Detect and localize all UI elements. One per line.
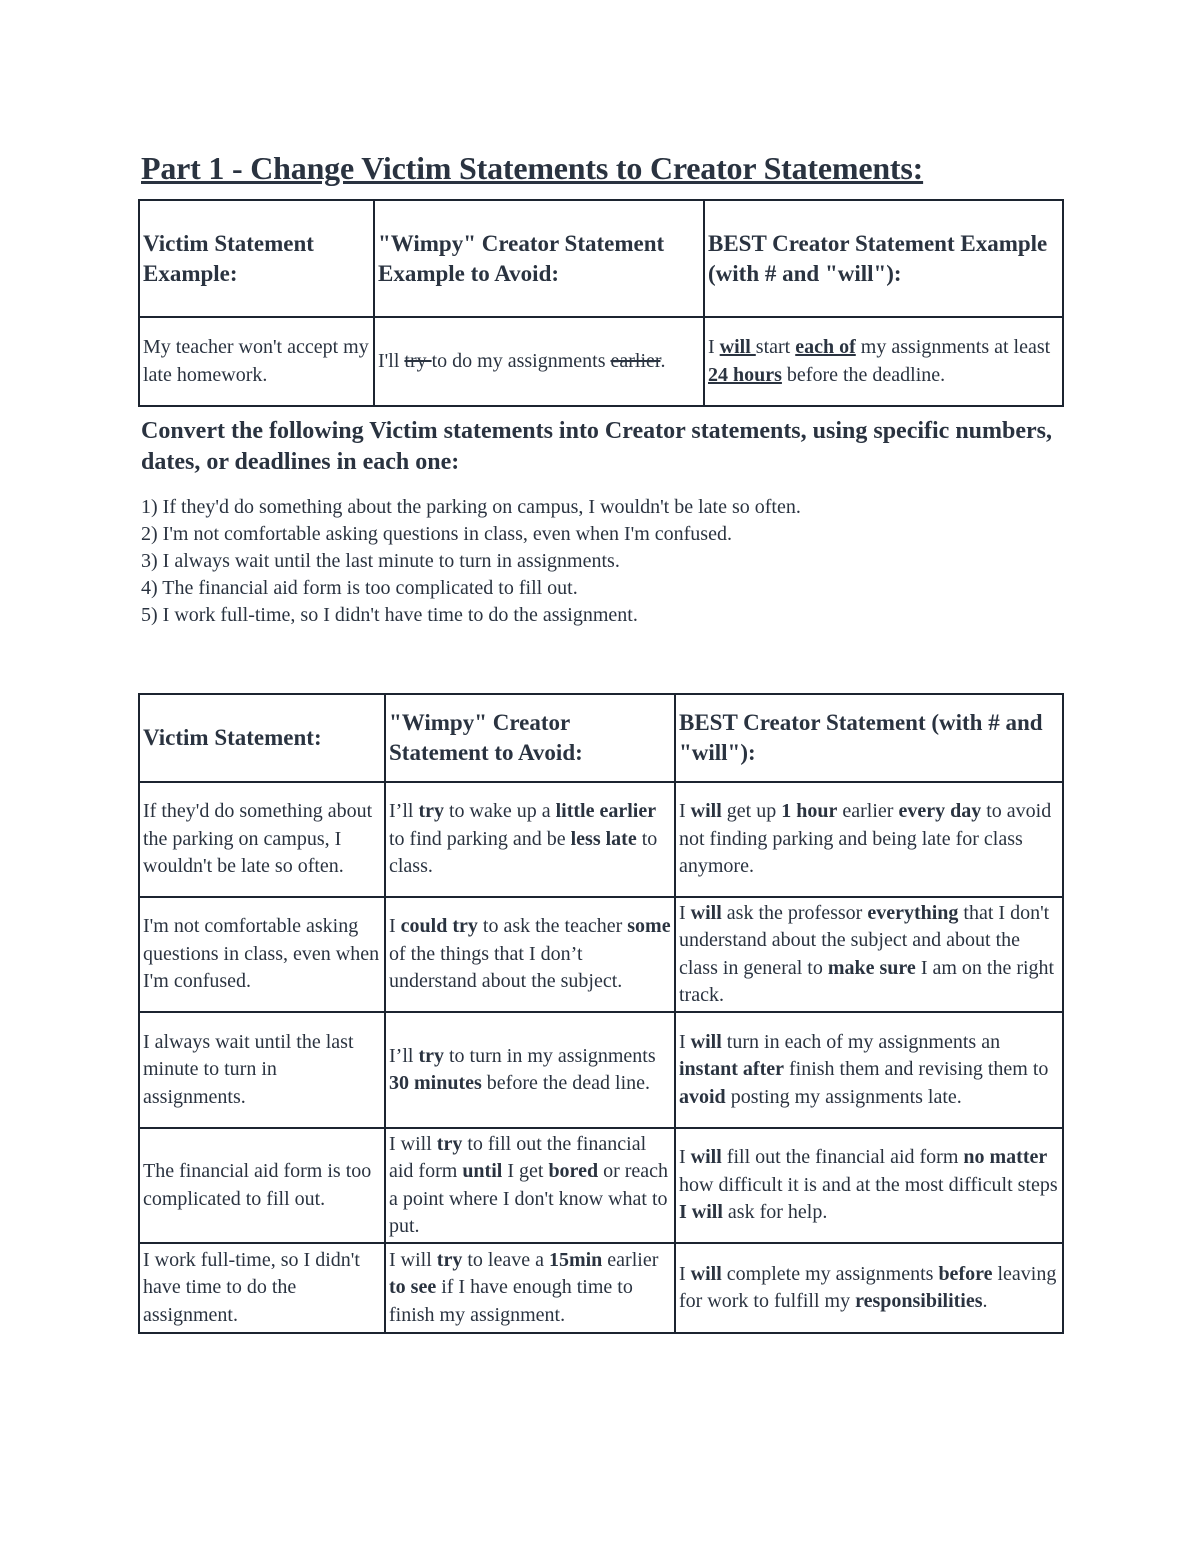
answer-header-row (139, 694, 1063, 782)
answer-row (139, 782, 1063, 897)
answer-best-cell: I will turn in each of my assignments an instant after finish them and revising them to avoid posting my assignments late. (675, 1012, 1063, 1128)
answer-row (139, 1128, 1063, 1243)
example-row (139, 317, 1063, 406)
answer-row (139, 897, 1063, 1012)
answer-victim-cell: I always wait until the last minute to turn in assignments. (139, 1012, 385, 1128)
answer-header-wimpy: "Wimpy" Creator Statement to Avoid: (385, 694, 675, 782)
page-title: Part 1 - Change Victim Statements to Creator Statements: (141, 150, 924, 186)
instructions: Convert the following Victim statements into Creator statements, using specific numbers, dates, or deadlines in each one: (141, 418, 1053, 475)
prompt-list (141, 494, 801, 629)
example-victim-cell: My teacher won't accept my late homework. (139, 317, 374, 406)
prompt-item: 2) I'm not comfortable asking questions in class, even when I'm confused. (141, 523, 732, 545)
example-header-wimpy: "Wimpy" Creator Statement Example to Avoid: (374, 200, 704, 317)
answer-header-victim: Victim Statement: (139, 694, 385, 782)
answer-best-cell: I will get up 1 hour earlier every day to avoid not finding parking and being late for class anymore. (675, 782, 1063, 897)
example-header-row (139, 200, 1063, 317)
answer-header-best: BEST Creator Statement (with # and "will"): (675, 694, 1063, 782)
answer-victim-cell: If they'd do something about the parking on campus, I wouldn't be late so often. (139, 782, 385, 897)
example-wimpy-cell: I'll try to do my assignments earlier. (374, 317, 704, 406)
prompt-item: 3) I always wait until the last minute to turn in assignments. (141, 550, 620, 572)
prompt-item: 5) I work full-time, so I didn't have time to do the assignment. (141, 604, 638, 626)
answer-wimpy-cell: I could try to ask the teacher some of the things that I don’t understand about the subject. (385, 897, 675, 1012)
answer-table (138, 693, 1064, 1334)
prompt-item: 1) If they'd do something about the parking on campus, I wouldn't be late so often. (141, 496, 801, 518)
answer-wimpy-cell: I’ll try to turn in my assignments 30 minutes before the dead line. (385, 1012, 675, 1128)
example-header-best: BEST Creator Statement Example (with # and "will"): (704, 200, 1063, 317)
answer-row (139, 1243, 1063, 1333)
example-header-victim: Victim Statement Example: (139, 200, 374, 317)
answer-victim-cell: I'm not comfortable asking questions in class, even when I'm confused. (139, 897, 385, 1012)
example-table (138, 199, 1064, 407)
answer-best-cell: I will fill out the financial aid form no matter how difficult it is and at the most difficult steps I will ask for help. (675, 1128, 1063, 1243)
prompt-item: 4) The financial aid form is too complicated to fill out. (141, 577, 578, 599)
answer-wimpy-cell: I’ll try to wake up a little earlier to find parking and be less late to class. (385, 782, 675, 897)
answer-victim-cell: I work full-time, so I didn't have time to do the assignment. (139, 1243, 385, 1333)
answer-wimpy-cell: I will try to leave a 15min earlier to see if I have enough time to finish my assignment. (385, 1243, 675, 1333)
answer-best-cell: I will complete my assignments before leaving for work to fulfill my responsibilities. (675, 1243, 1063, 1333)
answer-best-cell: I will ask the professor everything that I don't understand about the subject and about the class in general to make sure I am on the right track. (675, 897, 1063, 1012)
answer-victim-cell: The financial aid form is too complicated to fill out. (139, 1128, 385, 1243)
answer-wimpy-cell: I will try to fill out the financial aid form until I get bored or reach a point where I don't know what to put. (385, 1128, 675, 1243)
answer-row (139, 1012, 1063, 1128)
example-best-cell: I will start each of my assignments at least 24 hours before the deadline. (704, 317, 1063, 406)
